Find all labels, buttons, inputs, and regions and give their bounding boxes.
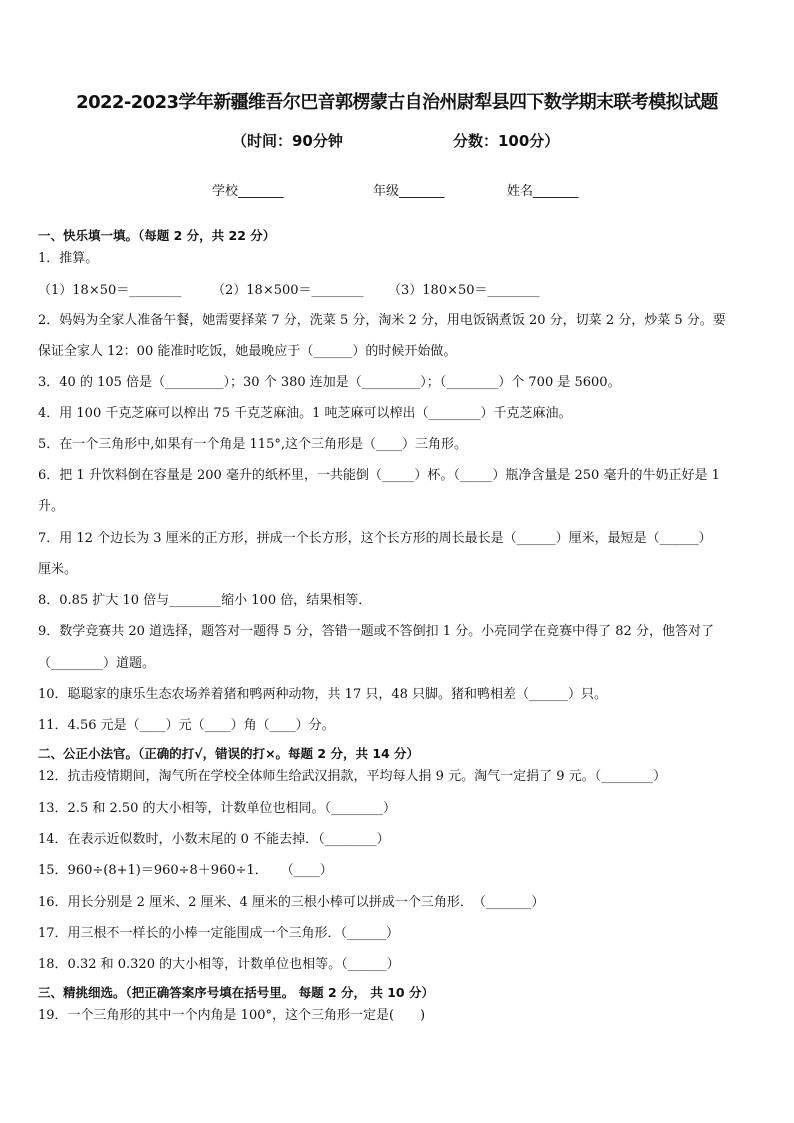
question-7-line-2: 厘米。 [38, 562, 78, 577]
question-9-line-2: （________）道题。 [38, 656, 156, 671]
section-1-heading: 一、快乐填一填。（每题 2 分，共 22 分） [38, 228, 276, 243]
question-13: 13．2.5 和 2.50 的大小相等，计数单位也相同。（________） [38, 801, 397, 816]
question-12: 12．抗击疫情期间，淘气所在学校全体师生给武汉捐款，平均每人捐 9 元。淘气一定捐了 9 元。（________） [38, 769, 667, 784]
question-2-line-1: 2．妈妈为全家人准备午餐，她需要择菜 7 分，洗菜 5 分，淘米 2 分，用电饭锅煮饭 20 分，切菜 2 分，炒菜 5 分。要 [38, 313, 726, 328]
question-3: 3．40 的 105 倍是（_________）；30 个 380 连加是（_________）；（________）个 700 是 5600。 [38, 375, 621, 390]
question-5: 5．在一个三角形中,如果有一个角是 115°,这个三角形是（____）三角形。 [38, 437, 467, 452]
exam-time: （时间：90分钟 [232, 132, 343, 150]
question-9-line-1: 9．数学竞赛共 20 道选择，题答对一题得 5 分，答错一题或不答倒扣 1 分。小亮同学在竞赛中得了 82 分，他答对了 [38, 624, 714, 639]
page-title: 2022-2023学年新疆维吾尔巴音郭楞蒙古自治州尉犁县四下数学期末联考模拟试题 [76, 92, 718, 113]
school-field: 学校_______ [212, 184, 284, 199]
question-10: 10．聪聪家的康乐生态农场养着猪和鸭两种动物，共 17 只，48 只脚。猪和鸭相差（______）只。 [38, 687, 608, 702]
question-6-line-2: 升。 [38, 499, 65, 514]
name-field: 姓名_______ [507, 184, 579, 199]
question-18: 18．0.32 和 0.320 的大小相等，计数单位也相等。（______） [38, 957, 400, 972]
grade-field: 年级_______ [373, 184, 445, 199]
question-7-line-1: 7．用 12 个边长为 3 厘米的正方形，拼成一个长方形，这个长方形的周长最长是（______）厘米，最短是（______） [38, 531, 712, 546]
exam-score: 分数：100分） [453, 132, 560, 150]
section-2-heading: 二、公正小法官。（正确的打√，错误的打×。每题 2 分，共 14 分） [38, 746, 420, 761]
question-4: 4．用 100 千克芝麻可以榨出 75 千克芝麻油。1 吨芝麻可以榨出（________）千克芝麻油。 [38, 406, 572, 421]
question-11: 11．4.56 元是（____）元（____）角（____）分。 [38, 718, 335, 733]
question-8: 8．0.85 扩大 10 倍与________缩小 100 倍，结果相等． [38, 593, 372, 608]
question-14: 14．在表示近似数时，小数末尾的 0 不能去掉．（________） [38, 832, 390, 847]
question-17: 17．用三根不一样长的小棒一定能围成一个三角形．（______） [38, 926, 400, 941]
question-19: 19．一个三角形的其中一个内角是 100°，这个三角形一定是( ) [38, 1008, 426, 1023]
question-15: 15．960÷(8+1)＝960÷8＋960÷1． （____） [38, 863, 333, 878]
question-1-part-1: （1）18×50＝________ [38, 283, 182, 298]
question-6-line-1: 6．把 1 升饮料倒在容量是 200 毫升的纸杯里，一共能倒（_____）杯。（_____）瓶净含量是 250 毫升的牛奶正好是 1 [38, 468, 720, 483]
question-1-part-2: （2）18×500＝________ [212, 283, 364, 298]
question-1: 1．推算。 [38, 251, 99, 266]
question-1-part-3: （3）180×50＝________ [388, 283, 540, 298]
section-3-heading: 三、精挑细选。（把正确答案序号填在括号里。 每题 2 分， 共 10 分） [38, 985, 434, 1000]
question-2-line-2: 保证全家人 12：00 能准时吃饭，她最晚应于（______）的时候开始做。 [38, 344, 457, 359]
question-16: 16．用长分别是 2 厘米、2 厘米、4 厘米的三根小棒可以拼成一个三角形． （_______） [38, 895, 545, 910]
